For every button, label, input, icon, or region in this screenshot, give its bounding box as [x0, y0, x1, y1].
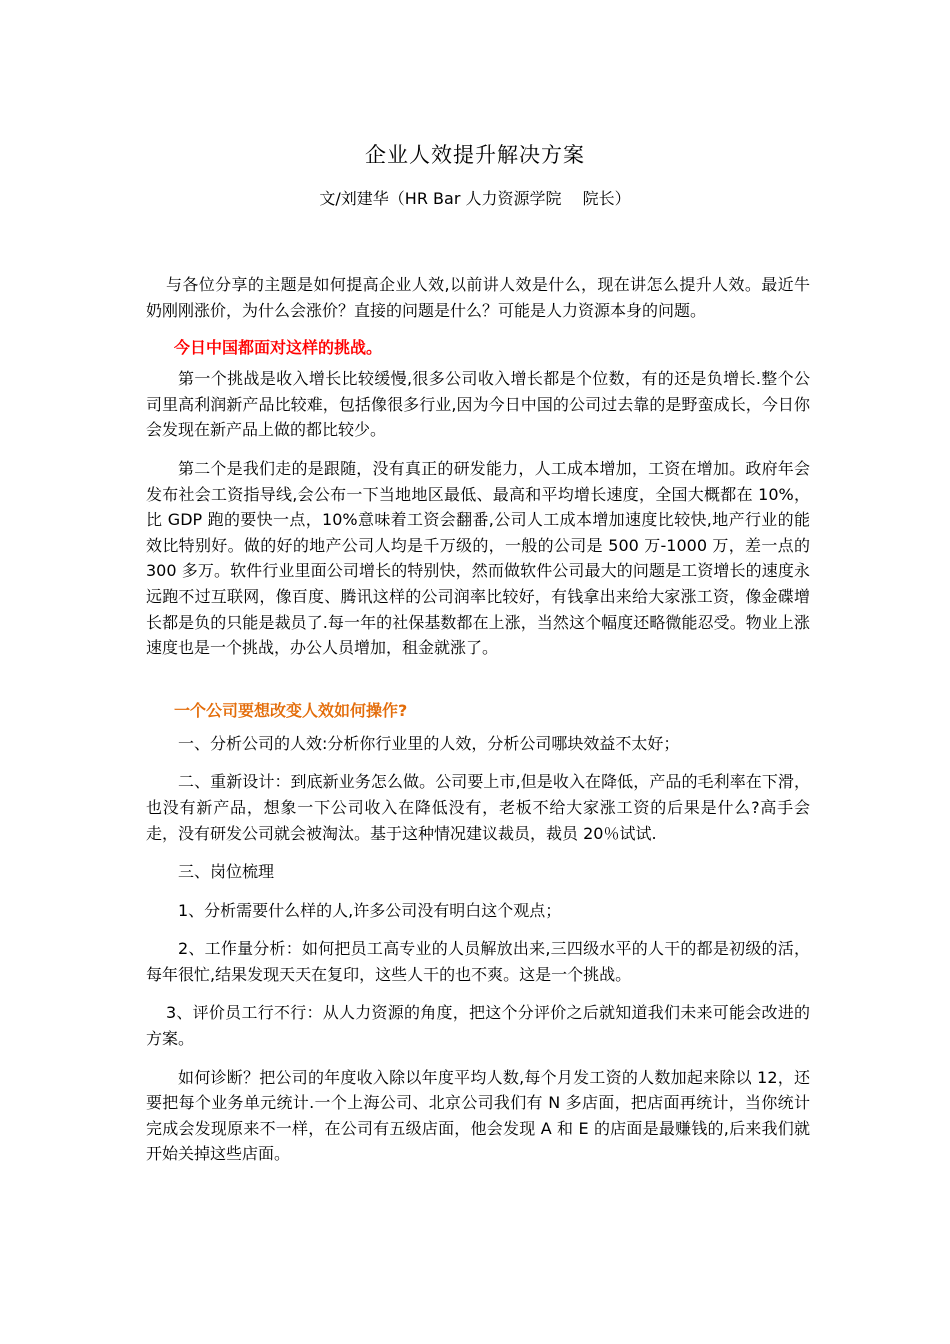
- challenge-two-paragraph: 第二个是我们走的是跟随，没有真正的研发能力，人工成本增加，工资在增加。政府年会发布社会工资指导线,会公布一下当地地区最低、最高和平均增长速度，全国大概都在 10%，比 GDP 跑的要快一点，10%意味着工资会翻番,公司人工成本增加速度比较快,地产行业的能效比特别好。做的好的地产公司人均是千万级的，一般的公司是 500 万-1000 万，差一点的 300 多万。软件行业里面公司增长的特别快，然而做软件公司最大的问题是工资增长的速度永远跑不过互联网，像百度、腾讯这样的公司润率比较好，有钱拿出来给大家涨工资，像金碟增长都是负的只能是裁员了.每一年的社保基数都在上涨，当然这个幅度还略微能忍受。物业上涨速度也是一个挑战，办公人员增加，租金就涨了。: [146, 458, 810, 658]
- step-two-paragraph: 二、重新设计：到底新业务怎么做。公司要上市,但是收入在降低，产品的毛利率在下滑，也没有新产品，想象一下公司收入在降低没有，老板不给大家涨工资的后果是什么?高手会走，没有研发公司就会被淘汰。基于这种情况建议裁员，裁员 20％试试.: [146, 772, 810, 843]
- intro-paragraph: 与各位分享的主题是如何提高企业人效,以前讲人效是什么，现在讲怎么提升人效。最近牛奶刚刚涨价，为什么会涨价？直接的问题是什么？可能是人力资源本身的问题。: [146, 275, 810, 320]
- document-byline: 文/刘建华（HR Bar 人力资源学院 院长）: [319, 189, 631, 208]
- section-heading-challenges: 今日中国都面对这样的挑战。: [174, 338, 383, 358]
- document-title: 企业人效提升解决方案: [365, 143, 585, 167]
- section-heading-operations: 一个公司要想改变人效如何操作?: [174, 700, 408, 720]
- sub-item-one: 1、分析需要什么样的人,许多公司没有明白这个观点；: [178, 900, 562, 920]
- sub-item-two: 2、工作量分析：如何把员工高专业的人员解放出来,三四级水平的人干的都是初级的活，每年很忙,结果发现天天在复印，这些人干的也不爽。这是一个挑战。: [146, 939, 810, 984]
- sub-item-three: 3、评价员工行不行：从人力资源的角度，把这个分评价之后就知道我们未来可能会改进的方案。: [146, 1003, 810, 1049]
- challenge-one-paragraph: 第一个挑战是收入增长比较缓慢,很多公司收入增长都是个位数，有的还是负增长.整个公司里高利润新产品比较难，包括像很多行业,因为今日中国的公司过去靠的是野蛮成长，今日你会发现在新产品上做的都比较少。: [146, 369, 810, 440]
- document-body: [146, 272, 810, 1167]
- diagnosis-paragraph: 如何诊断？把公司的年度收入除以年度平均人数,每个月发工资的人数加起来除以 12，还要把每个业务单元统计.一个上海公司、北京公司我们有 N 多店面，把店面再统计，当你统计完成会发现原来不一样，在公司有五级店面，他会发现 A 和 E 的店面是最赚钱的,后来我们就开始关掉这些店面。: [146, 1067, 810, 1164]
- step-one-paragraph: 一、分析公司的人效:分析你行业里的人效，分析公司哪块效益不太好；: [178, 733, 680, 753]
- step-three-paragraph: 三、岗位梳理: [178, 862, 275, 882]
